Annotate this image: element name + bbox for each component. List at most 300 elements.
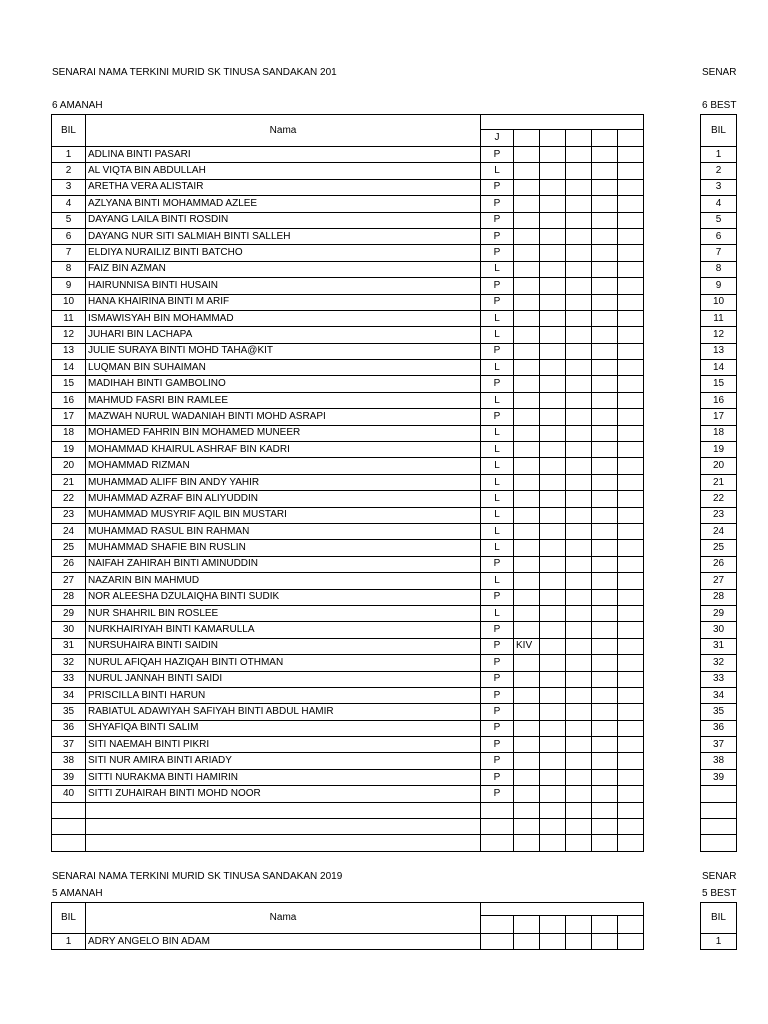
row-blank-cell [566, 589, 592, 605]
row-blank-cell [592, 343, 618, 359]
row-bil: 22 [52, 491, 86, 507]
row-blank-cell [566, 720, 592, 736]
table-row [52, 327, 644, 343]
table-row [701, 704, 737, 720]
header-bil: BIL [701, 115, 737, 147]
table-row [52, 638, 644, 654]
table-row [52, 507, 644, 523]
row-note [514, 540, 540, 556]
table-row [52, 589, 644, 605]
row-blank-cell [592, 605, 618, 621]
row-nama: NURUL JANNAH BINTI SAIDI [86, 671, 481, 687]
section2-title: SENARAI NAMA TERKINI MURID SK TINUSA SANDAKAN 2019 [52, 871, 343, 882]
row-blank-cell [592, 491, 618, 507]
table-row [52, 556, 644, 572]
row-bil: 21 [701, 474, 737, 490]
row-jantina: P [481, 589, 514, 605]
table-row [52, 278, 644, 294]
row-bil: 11 [701, 310, 737, 326]
row-bil [52, 802, 86, 818]
table-row [701, 655, 737, 671]
row-blank-cell [540, 671, 566, 687]
table-row [52, 261, 644, 277]
table-row [52, 491, 644, 507]
row-blank-cell [592, 392, 618, 408]
row-nama: HANA KHAIRINA BINTI M ARIF [86, 294, 481, 310]
row-note [514, 737, 540, 753]
table-row [701, 786, 737, 802]
right-title-bottom: SENAR [702, 871, 737, 882]
row-bil: 1 [701, 934, 737, 950]
right-table-top [700, 114, 737, 852]
table-row [701, 802, 737, 818]
row-jantina: P [481, 638, 514, 654]
row-blank-cell [592, 687, 618, 703]
row-nama: SITI NUR AMIRA BINTI ARIADY [86, 753, 481, 769]
row-blank-cell [618, 687, 644, 703]
table-row [701, 147, 737, 163]
row-bil: 19 [701, 442, 737, 458]
row-blank-cell [618, 704, 644, 720]
row-bil: 23 [52, 507, 86, 523]
table-row [701, 425, 737, 441]
row-bil: 17 [701, 409, 737, 425]
row-note [514, 491, 540, 507]
header-blank [481, 115, 644, 130]
table-row [701, 671, 737, 687]
row-bil: 26 [701, 556, 737, 572]
table-row [701, 261, 737, 277]
row-nama: SHYAFIQA BINTI SALIM [86, 720, 481, 736]
row-nama: MOHAMED FAHRIN BIN MOHAMED MUNEER [86, 425, 481, 441]
row-blank-cell [618, 360, 644, 376]
row-jantina: L [481, 491, 514, 507]
row-blank-cell [618, 753, 644, 769]
row-blank-cell [566, 507, 592, 523]
row-bil: 38 [52, 753, 86, 769]
row-bil: 27 [52, 573, 86, 589]
row-nama: NURKHAIRIYAH BINTI KAMARULLA [86, 622, 481, 638]
row-blank-cell [592, 573, 618, 589]
header-cell [592, 130, 618, 147]
row-blank-cell [592, 245, 618, 261]
table-row [701, 556, 737, 572]
row-blank-cell [618, 409, 644, 425]
row-note [514, 835, 540, 851]
table-row [52, 786, 644, 802]
row-note [514, 605, 540, 621]
table-row [701, 442, 737, 458]
table-row [701, 474, 737, 490]
table-row [701, 835, 737, 851]
row-blank-cell [566, 573, 592, 589]
row-note [514, 409, 540, 425]
row-note [514, 196, 540, 212]
row-blank-cell [540, 556, 566, 572]
table-row [52, 737, 644, 753]
row-blank-cell [540, 523, 566, 539]
row-nama: NAIFAH ZAHIRAH BINTI AMINUDDIN [86, 556, 481, 572]
row-blank-cell [618, 819, 644, 835]
table-row [701, 737, 737, 753]
row-blank-cell [618, 720, 644, 736]
row-blank-cell [540, 343, 566, 359]
row-note [514, 769, 540, 785]
table-row [52, 294, 644, 310]
row-blank-cell [540, 442, 566, 458]
row-note [514, 474, 540, 490]
row-bil: 36 [701, 720, 737, 736]
table-row [52, 376, 644, 392]
row-nama: MUHAMMAD SHAFIE BIN RUSLIN [86, 540, 481, 556]
row-bil [701, 835, 737, 851]
row-blank-cell [540, 737, 566, 753]
row-blank-cell [566, 704, 592, 720]
row-blank-cell [540, 327, 566, 343]
row-note [514, 819, 540, 835]
row-note [514, 343, 540, 359]
table-row [701, 294, 737, 310]
row-jantina: P [481, 245, 514, 261]
row-note [514, 327, 540, 343]
row-bil: 20 [701, 458, 737, 474]
row-blank-cell [618, 671, 644, 687]
table-row [52, 769, 644, 785]
row-blank-cell [540, 687, 566, 703]
row-bil: 15 [52, 376, 86, 392]
row-bil: 17 [52, 409, 86, 425]
row-note [514, 523, 540, 539]
row-jantina: L [481, 458, 514, 474]
row-blank-cell [540, 622, 566, 638]
row-blank-cell [566, 442, 592, 458]
row-note [514, 720, 540, 736]
row-blank-cell [566, 425, 592, 441]
row-note [514, 294, 540, 310]
row-blank-cell [592, 819, 618, 835]
row-blank-cell [566, 458, 592, 474]
row-bil: 13 [52, 343, 86, 359]
table-row [52, 934, 644, 950]
row-bil: 35 [701, 704, 737, 720]
row-blank-cell [592, 638, 618, 654]
table-row [701, 376, 737, 392]
row-blank-cell [566, 786, 592, 802]
row-blank-cell [566, 261, 592, 277]
header-cell [618, 916, 644, 934]
row-blank-cell [592, 655, 618, 671]
row-bil: 6 [52, 228, 86, 244]
row-nama: MADIHAH BINTI GAMBOLINO [86, 376, 481, 392]
row-bil: 31 [52, 638, 86, 654]
row-blank-cell [566, 687, 592, 703]
row-note [514, 507, 540, 523]
header-cell [540, 916, 566, 934]
row-blank-cell [540, 376, 566, 392]
row-bil [701, 819, 737, 835]
row-note [514, 786, 540, 802]
row-blank-cell [540, 458, 566, 474]
row-blank-cell [566, 523, 592, 539]
row-nama: MAZWAH NURUL WADANIAH BINTI MOHD ASRAPI [86, 409, 481, 425]
row-bil: 32 [701, 655, 737, 671]
row-blank-cell [540, 196, 566, 212]
row-blank-cell [481, 934, 514, 950]
row-jantina: P [481, 655, 514, 671]
row-blank-cell [540, 507, 566, 523]
table-row [52, 343, 644, 359]
row-bil: 23 [701, 507, 737, 523]
row-nama: SITTI NURAKMA BINTI HAMIRIN [86, 769, 481, 785]
row-blank-cell [618, 294, 644, 310]
row-blank-cell [566, 294, 592, 310]
table-row [52, 835, 644, 851]
table-row [701, 228, 737, 244]
table-row [701, 769, 737, 785]
right-title-top: SENAR [702, 67, 737, 78]
row-blank-cell [618, 589, 644, 605]
row-blank-cell [592, 934, 618, 950]
row-blank-cell [618, 934, 644, 950]
row-note [514, 458, 540, 474]
row-bil: 10 [52, 294, 86, 310]
row-nama: MUHAMMAD MUSYRIF AQIL BIN MUSTARI [86, 507, 481, 523]
row-bil: 18 [701, 425, 737, 441]
row-nama [86, 835, 481, 851]
row-bil [52, 835, 86, 851]
table-row [701, 605, 737, 621]
row-blank-cell [618, 491, 644, 507]
row-blank-cell [540, 540, 566, 556]
row-blank-cell [618, 442, 644, 458]
row-note: KIV [514, 638, 540, 654]
row-blank-cell [540, 360, 566, 376]
row-blank-cell [540, 655, 566, 671]
row-note [514, 589, 540, 605]
table-row [701, 179, 737, 195]
row-blank-cell [566, 327, 592, 343]
row-bil: 1 [701, 147, 737, 163]
row-bil: 9 [52, 278, 86, 294]
row-note [514, 556, 540, 572]
row-note [514, 278, 540, 294]
row-note [514, 212, 540, 228]
row-nama: HAIRUNNISA BINTI HUSAIN [86, 278, 481, 294]
row-blank-cell [566, 360, 592, 376]
table-row [701, 458, 737, 474]
row-bil: 28 [52, 589, 86, 605]
row-bil: 16 [52, 392, 86, 408]
row-bil: 34 [701, 687, 737, 703]
row-note [514, 671, 540, 687]
row-jantina: L [481, 425, 514, 441]
row-jantina: P [481, 720, 514, 736]
row-bil: 16 [701, 392, 737, 408]
row-bil: 39 [52, 769, 86, 785]
row-bil: 34 [52, 687, 86, 703]
table-row [52, 474, 644, 490]
row-blank-cell [566, 179, 592, 195]
row-blank-cell [618, 573, 644, 589]
table-row [52, 540, 644, 556]
row-blank-cell [618, 835, 644, 851]
row-blank-cell [566, 934, 592, 950]
section1-class-name: 6 AMANAH [52, 100, 103, 111]
row-blank-cell [618, 392, 644, 408]
row-blank-cell [540, 720, 566, 736]
row-blank-cell [618, 655, 644, 671]
right-table-bottom [700, 902, 737, 950]
row-bil: 19 [52, 442, 86, 458]
row-bil: 27 [701, 573, 737, 589]
row-blank-cell [566, 163, 592, 179]
row-bil: 6 [701, 228, 737, 244]
header-jantina: J [481, 130, 514, 147]
table-row [52, 802, 644, 818]
row-jantina: P [481, 147, 514, 163]
row-jantina: P [481, 376, 514, 392]
row-blank-cell [566, 343, 592, 359]
row-blank-cell [566, 278, 592, 294]
row-blank-cell [566, 819, 592, 835]
row-jantina: P [481, 179, 514, 195]
table-row [701, 409, 737, 425]
header-cell [540, 130, 566, 147]
row-blank-cell [566, 753, 592, 769]
row-bil: 25 [52, 540, 86, 556]
row-jantina: P [481, 737, 514, 753]
row-blank-cell [540, 835, 566, 851]
row-blank-cell [618, 540, 644, 556]
row-blank-cell [540, 819, 566, 835]
row-bil: 22 [701, 491, 737, 507]
table-row [52, 163, 644, 179]
row-blank-cell [592, 507, 618, 523]
row-bil: 38 [701, 753, 737, 769]
row-bil: 14 [701, 360, 737, 376]
row-bil: 12 [701, 327, 737, 343]
row-nama: AZLYANA BINTI MOHAMMAD AZLEE [86, 196, 481, 212]
row-bil: 32 [52, 655, 86, 671]
table-row [701, 196, 737, 212]
row-blank-cell [540, 704, 566, 720]
row-blank-cell [592, 769, 618, 785]
row-note [514, 704, 540, 720]
row-blank-cell [540, 179, 566, 195]
right-class-bottom: 5 BEST [702, 888, 737, 899]
row-nama: NURSUHAIRA BINTI SAIDIN [86, 638, 481, 654]
row-blank-cell [592, 589, 618, 605]
row-nama: NUR SHAHRIL BIN ROSLEE [86, 605, 481, 621]
table-row [701, 622, 737, 638]
table-row [701, 507, 737, 523]
row-blank-cell [540, 573, 566, 589]
table-row [52, 147, 644, 163]
row-blank-cell [592, 753, 618, 769]
row-note [514, 753, 540, 769]
class-6-amanah-table [51, 114, 644, 852]
row-blank-cell [540, 212, 566, 228]
row-bil: 35 [52, 704, 86, 720]
table-row [701, 278, 737, 294]
row-note [514, 245, 540, 261]
row-blank-cell [618, 212, 644, 228]
row-blank-cell [566, 737, 592, 753]
row-blank-cell [566, 605, 592, 621]
table-row [52, 819, 644, 835]
row-bil: 40 [52, 786, 86, 802]
row-bil: 11 [52, 310, 86, 326]
row-nama [86, 802, 481, 818]
table-row [701, 392, 737, 408]
row-bil: 26 [52, 556, 86, 572]
row-bil [52, 819, 86, 835]
row-blank-cell [592, 425, 618, 441]
row-jantina: P [481, 278, 514, 294]
row-nama: MUHAMMAD AZRAF BIN ALIYUDDIN [86, 491, 481, 507]
row-blank-cell [618, 638, 644, 654]
row-bil: 18 [52, 425, 86, 441]
row-jantina: L [481, 442, 514, 458]
row-nama: ADLINA BINTI PASARI [86, 147, 481, 163]
row-jantina: L [481, 540, 514, 556]
table-row [52, 228, 644, 244]
row-jantina: L [481, 261, 514, 277]
row-note [514, 261, 540, 277]
row-blank-cell [592, 458, 618, 474]
row-blank-cell [540, 245, 566, 261]
table-row [701, 310, 737, 326]
row-jantina: P [481, 769, 514, 785]
row-bil: 24 [52, 523, 86, 539]
row-blank-cell [540, 392, 566, 408]
row-bil: 33 [52, 671, 86, 687]
row-blank-cell [566, 835, 592, 851]
row-jantina: P [481, 294, 514, 310]
table-row [701, 934, 737, 950]
header-cell [481, 916, 514, 934]
table-row [701, 720, 737, 736]
row-blank-cell [540, 310, 566, 326]
table-row [701, 819, 737, 835]
row-blank-cell [592, 737, 618, 753]
table-row [701, 245, 737, 261]
row-nama: RABIATUL ADAWIYAH SAFIYAH BINTI ABDUL HAMIR [86, 704, 481, 720]
row-blank-cell [514, 934, 540, 950]
row-blank-cell [566, 671, 592, 687]
row-blank-cell [592, 310, 618, 326]
row-blank-cell [592, 179, 618, 195]
row-note [514, 147, 540, 163]
row-blank-cell [540, 769, 566, 785]
row-blank-cell [592, 720, 618, 736]
row-blank-cell [540, 147, 566, 163]
row-blank-cell [566, 802, 592, 818]
row-blank-cell [540, 934, 566, 950]
row-bil: 8 [701, 261, 737, 277]
row-jantina: P [481, 343, 514, 359]
table-row [52, 458, 644, 474]
table-row [52, 573, 644, 589]
row-nama: JULIE SURAYA BINTI MOHD TAHA@KIT [86, 343, 481, 359]
header-bil: BIL [701, 903, 737, 934]
row-jantina: P [481, 753, 514, 769]
row-note [514, 392, 540, 408]
row-blank-cell [566, 147, 592, 163]
row-nama: PRISCILLA BINTI HARUN [86, 687, 481, 703]
row-note [514, 425, 540, 441]
row-bil: 5 [701, 212, 737, 228]
